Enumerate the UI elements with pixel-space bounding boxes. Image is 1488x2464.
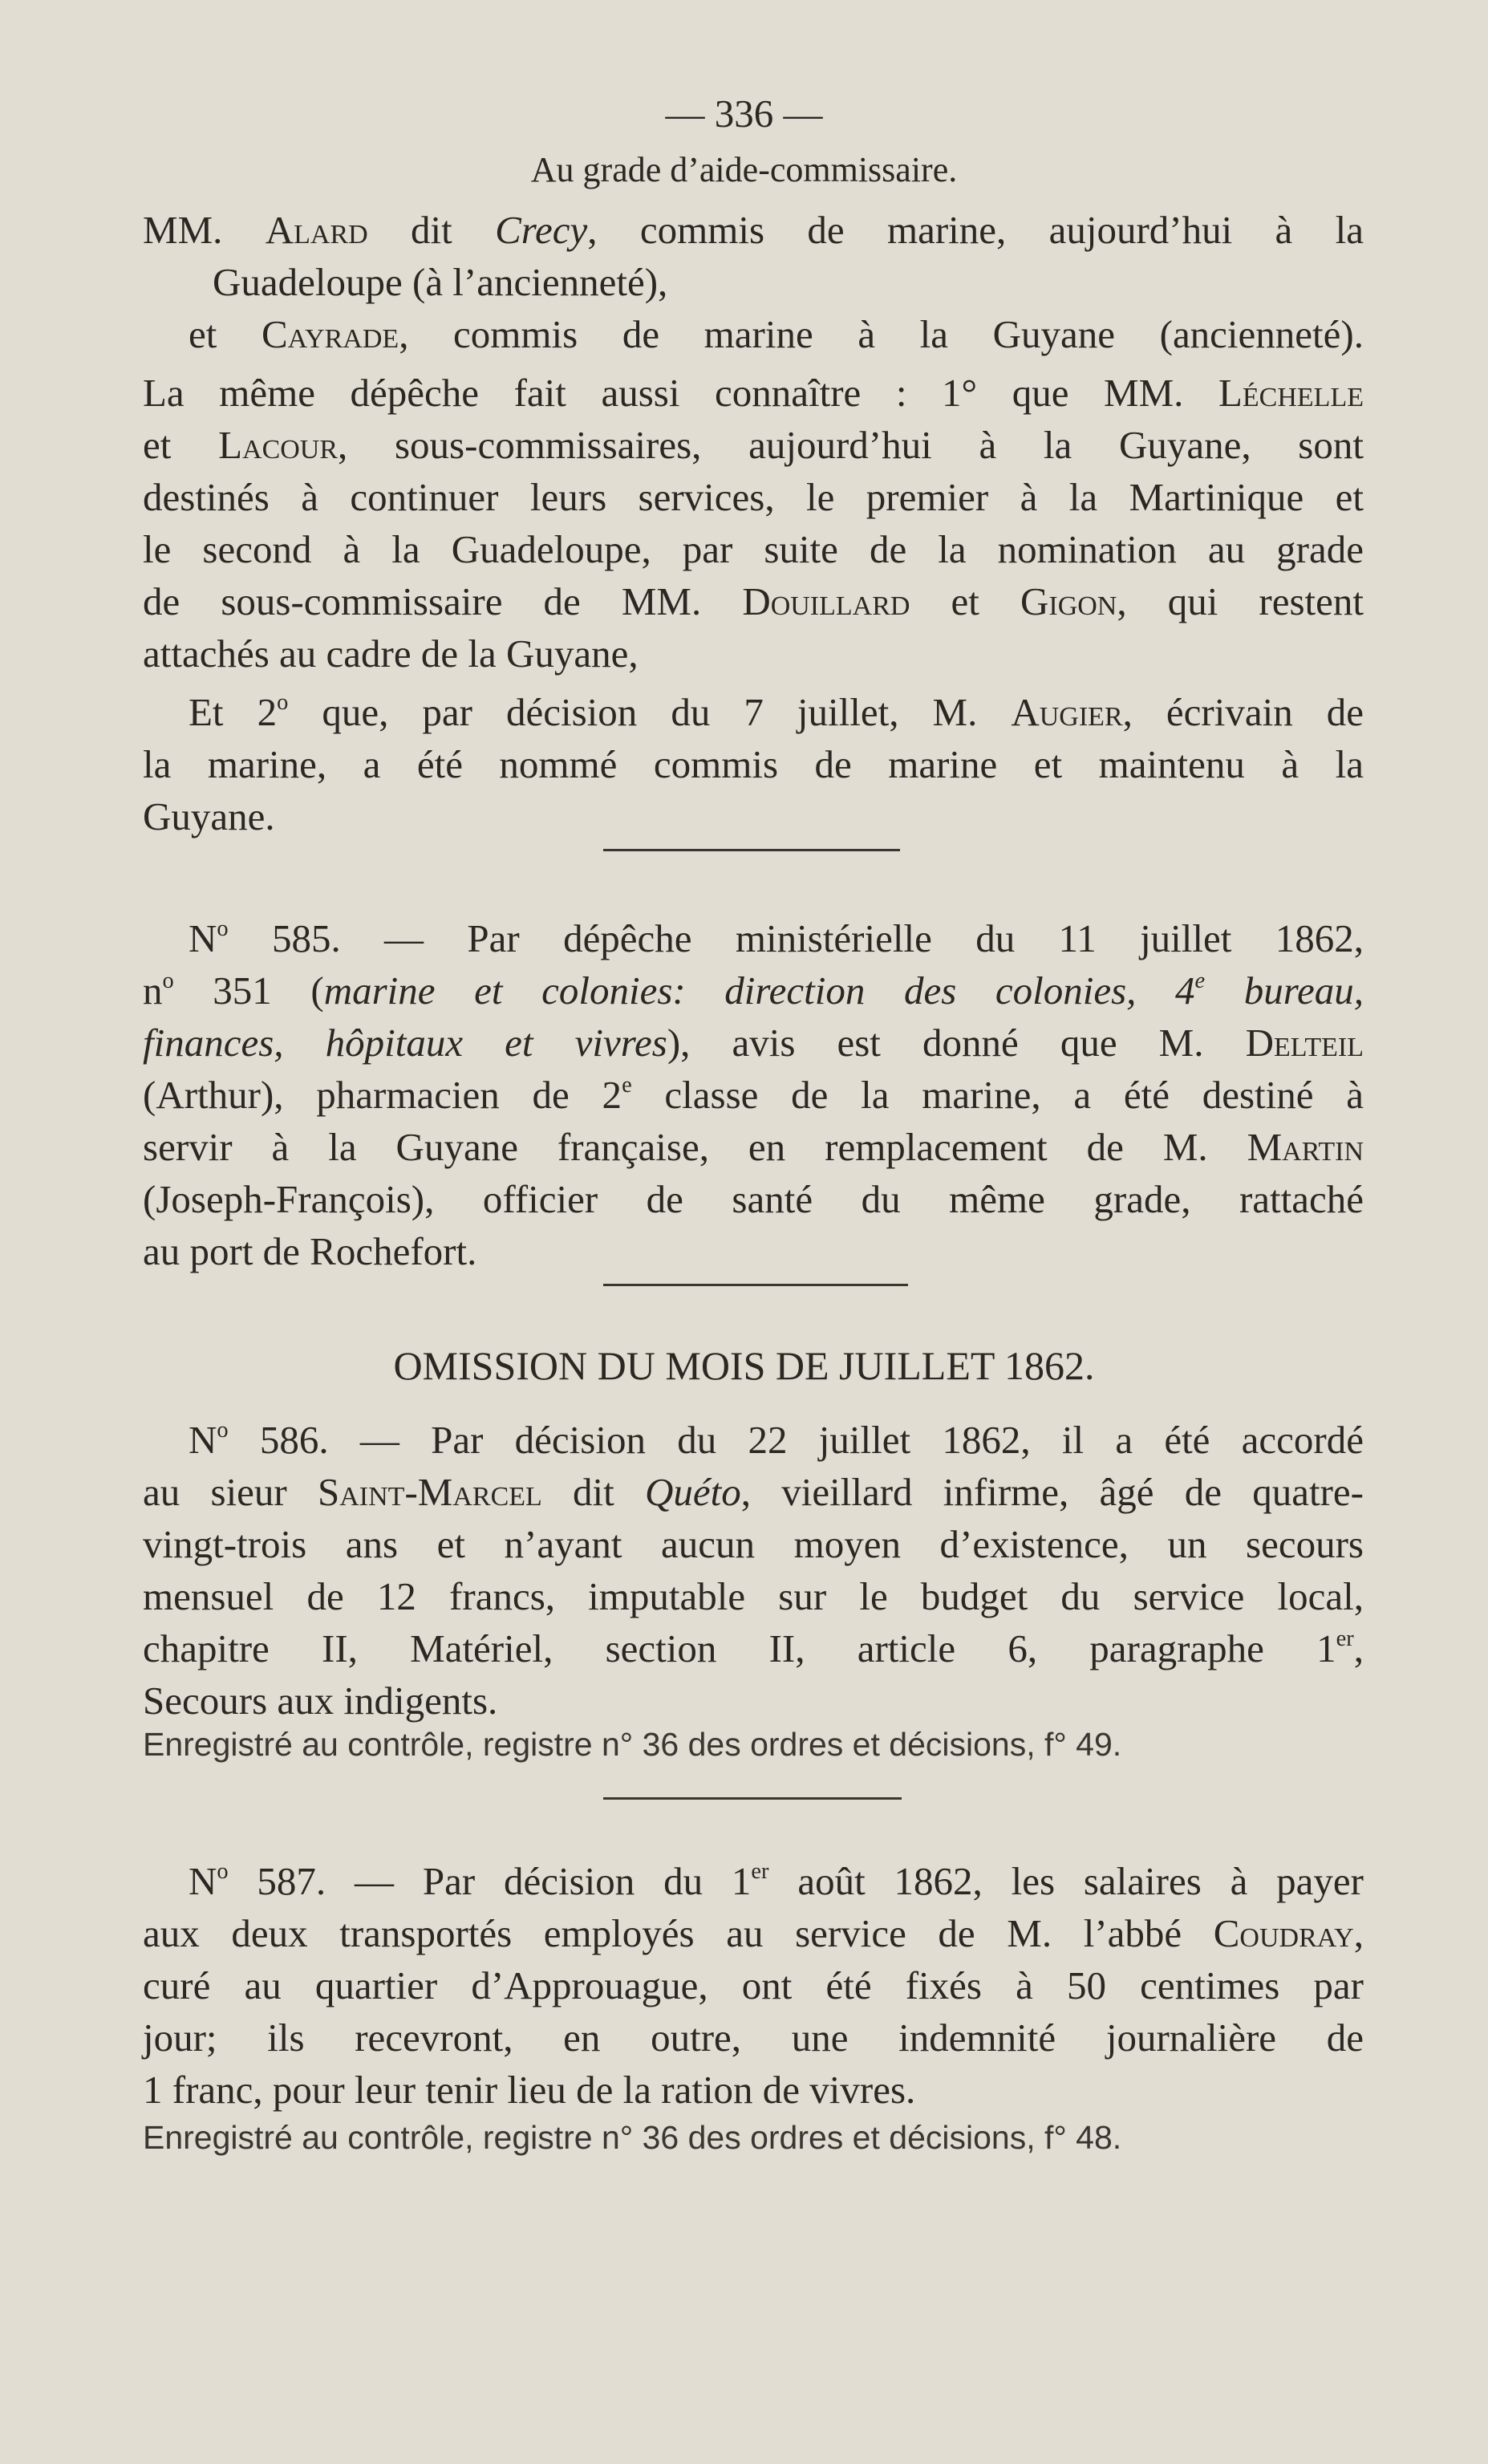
section-divider [603,1284,908,1286]
text-line: Et 2$^o$ que, par décision du 7 juillet, M. Augier, écrivain de [189,690,1364,734]
text-line: vingt-trois ans et n’ayant aucun moyen d’existence, un secours [143,1522,1364,1566]
text-line: finances, hôpitaux et vivres), avis est donné que M. Delteil [143,1021,1364,1065]
text-line: et Cayrade, commis de marine à la Guyane (ancienneté). [189,312,1364,356]
registration-note: Enregistré au contrôle, registre n° 36 des ordres et décisions, f° 49. [143,1726,1122,1763]
text-line: La même dépêche fait aussi connaître : 1° que MM. Léchelle [143,371,1364,415]
text-line: curé au quartier d’Approuague, ont été fixés à 50 centimes par [143,1963,1364,2007]
text-line: au port de Rochefort. [143,1229,477,1273]
omission-heading: OMISSION DU MOIS DE JUILLET 1862. [393,1343,1095,1388]
text-line: servir à la Guyane française, en remplacement de M. Martin [143,1125,1364,1169]
text-line: aux deux transportés employés au service de M. l’abbé Coudray, [143,1911,1364,1955]
text-line: Secours aux indigents. [143,1679,498,1723]
text-line: Guadeloupe (à l’ancienneté), [213,260,668,304]
text-line: de sous-commissaire de MM. Douillard et Gigon, qui restent [143,579,1364,623]
text-line: $N^o$ 586. — Par décision du 22 juillet 1862, il a été accordé [189,1418,1364,1462]
registration-note: Enregistré au contrôle, registre n° 36 des ordres et décisions, f° 48. [143,2119,1122,2156]
text-line: $n^o$ 351 (marine et colonies: direction des colonies, 4e bureau, [143,968,1364,1013]
text-line: jour; ils recevront, en outre, une indemnité journalière de [143,2015,1364,2060]
text-line: Guyane. [143,794,275,838]
text-line: $N^o$ 585. — Par dépêche ministérielle du 11 juillet 1862, [189,916,1364,960]
text-line: mensuel de 12 francs, imputable sur le budget du service local, [143,1574,1364,1618]
text-line: destinés à continuer leurs services, le premier à la Martinique et [143,475,1364,519]
text-line: 1 franc, pour leur tenir lieu de la ration de vivres. [143,2068,916,2112]
page-number: — 336 — [665,91,823,136]
section-divider [603,849,900,851]
text-line: la marine, a été nommé commis de marine et maintenu à la [143,742,1364,786]
text-line: le second à la Guadeloupe, par suite de la nomination au grade [143,527,1364,571]
text-line: et Lacour, sous-commissaires, aujourd’hui à la Guyane, sont [143,423,1364,467]
section-divider [603,1797,902,1800]
text-line: chapitre II, Matériel, section II, article 6, paragraphe 1er, [143,1626,1364,1670]
text-line: $N^o$ 587. — Par décision du 1er août 1862, les salaires à payer [189,1859,1364,1903]
text-line: (Arthur), pharmacien de 2e classe de la marine, a été destiné à [143,1073,1364,1117]
text-line: MM. Alard dit Crecy, commis de marine, aujourd’hui à la [143,208,1364,252]
text-line: (Joseph-François), officier de santé du même grade, rattaché [143,1177,1364,1221]
text-line: au sieur Saint-Marcel dit Quéto, vieillard infirme, âgé de quatre- [143,1470,1364,1514]
text-line: attachés au cadre de la Guyane, [143,631,639,676]
grade-heading: Au grade d’aide-commissaire. [530,150,958,189]
